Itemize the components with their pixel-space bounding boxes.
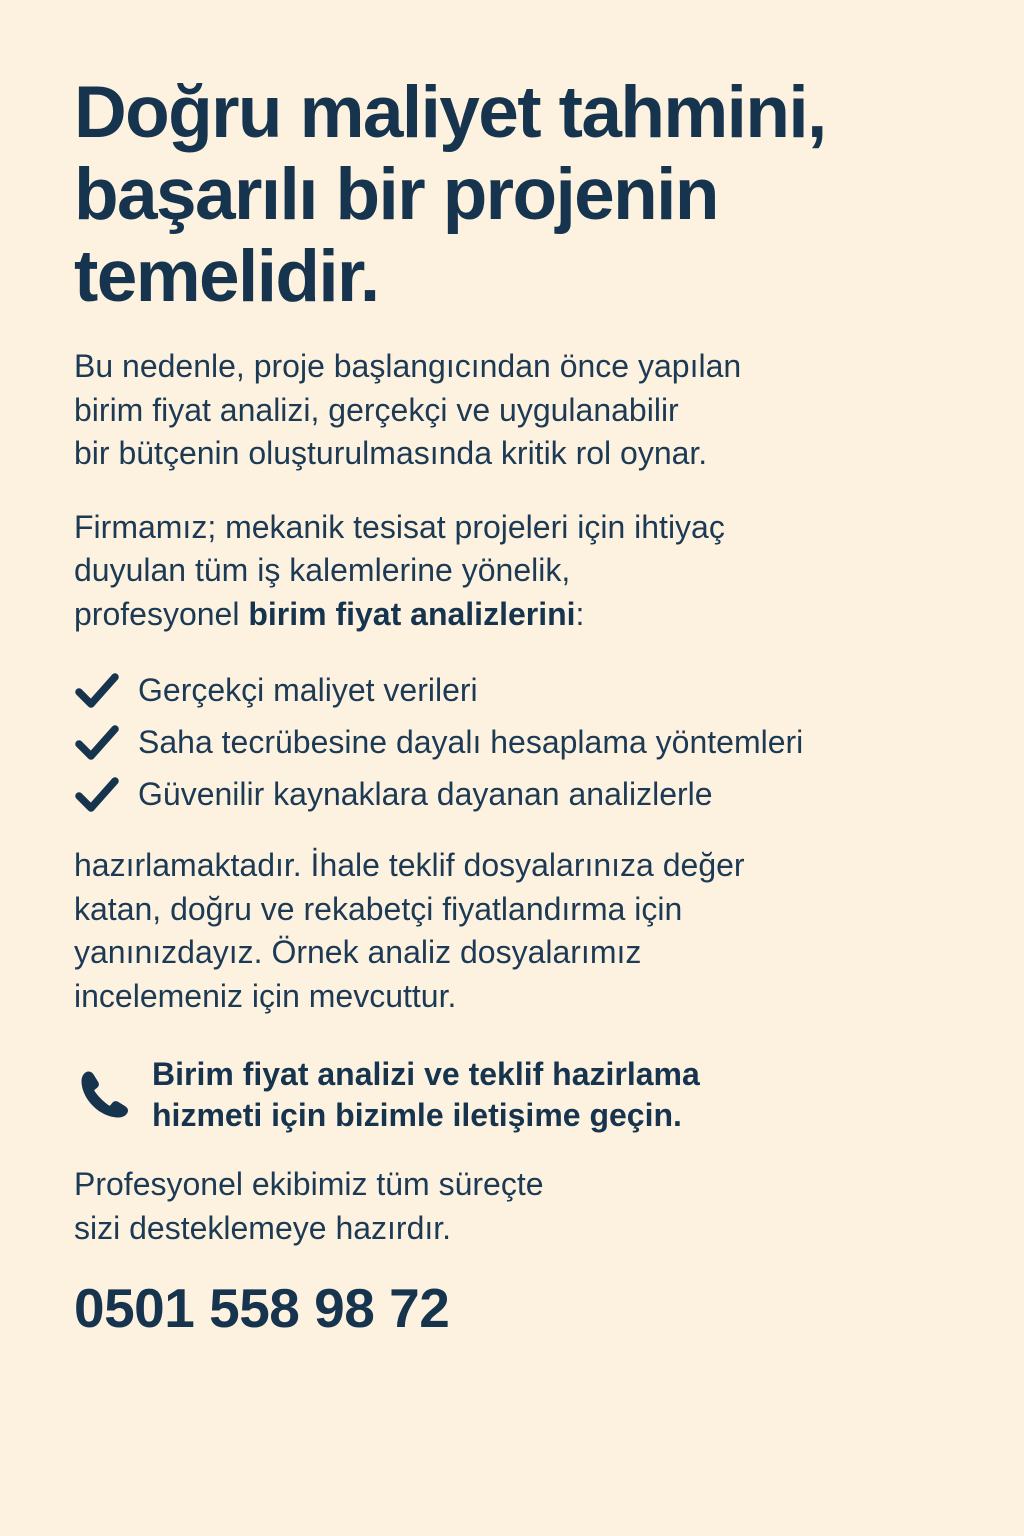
list-item-label: Saha tecrübesine dayalı hesaplama yöntemleri xyxy=(138,724,804,761)
check-icon xyxy=(74,772,120,818)
services-paragraph-line-2: duyulan tüm iş kalemlerine yönelik, xyxy=(74,552,571,589)
page-title-line-2: başarılı bir projenin xyxy=(74,153,718,235)
services-paragraph-line-3-prefix: profesyonel xyxy=(74,595,249,632)
intro-paragraph-line-2: birim fiyat analizi, gerçekçi ve uygulanabilir xyxy=(74,391,679,428)
intro-paragraph xyxy=(74,345,929,476)
list-item xyxy=(74,718,984,766)
list-item-label: Güvenilir kaynaklara dayanan analizlerle xyxy=(138,776,713,813)
closing-paragraph-line-1: Profesyonel ekibimiz tüm süreçte xyxy=(74,1166,544,1203)
list-item xyxy=(74,666,984,714)
phone-number[interactable]: 0501 558 98 72 xyxy=(74,1277,450,1340)
intro-paragraph-line-3: bir bütçenin oluşturulmasında kritik rol oynar. xyxy=(74,435,708,472)
services-paragraph xyxy=(74,506,929,637)
page-title-line-1: Doğru maliyet tahmini, xyxy=(74,72,826,153)
phone-icon xyxy=(74,1064,136,1126)
contact-cta-text xyxy=(152,1054,700,1135)
details-paragraph-line-3: yanınızdayız. Örnek analiz dosyalarımız xyxy=(74,934,642,971)
details-paragraph xyxy=(74,844,929,1018)
closing-paragraph xyxy=(74,1163,984,1250)
details-paragraph-line-2: katan, doğru ve rekabetçi fiyatlandırma için xyxy=(74,890,683,927)
services-paragraph-line-3 xyxy=(74,593,929,637)
page-title xyxy=(74,72,954,317)
page-title-line-3: temelidir. xyxy=(74,235,379,317)
contact-cta[interactable] xyxy=(74,1054,954,1135)
details-paragraph-line-1: hazırlamaktadır. İhale teklif dosyalarınıza değer xyxy=(74,847,745,884)
contact-cta-line-1: Birim fiyat analizi ve teklif hazirlama xyxy=(152,1056,700,1093)
services-paragraph-line-1: Firmamız; mekanik tesisat projeleri için ihtiyaç xyxy=(74,508,725,545)
details-paragraph-line-4: incelemeniz için mevcuttur. xyxy=(74,977,457,1014)
feature-checklist xyxy=(74,666,984,818)
contact-cta-line-2: hizmeti için bizimle iletişime geçin. xyxy=(152,1096,682,1133)
check-icon xyxy=(74,668,120,714)
services-paragraph-highlight: birim fiyat analizlerini xyxy=(248,595,576,632)
check-icon xyxy=(74,720,120,766)
intro-paragraph-line-1: Bu nedenle, proje başlangıcından önce yapılan xyxy=(74,348,742,385)
list-item xyxy=(74,770,984,818)
list-item-label: Gerçekçi maliyet verileri xyxy=(138,672,478,709)
services-paragraph-line-3-suffix: : xyxy=(575,595,585,632)
closing-paragraph-line-2: sizi desteklemeye hazırdır. xyxy=(74,1209,452,1246)
